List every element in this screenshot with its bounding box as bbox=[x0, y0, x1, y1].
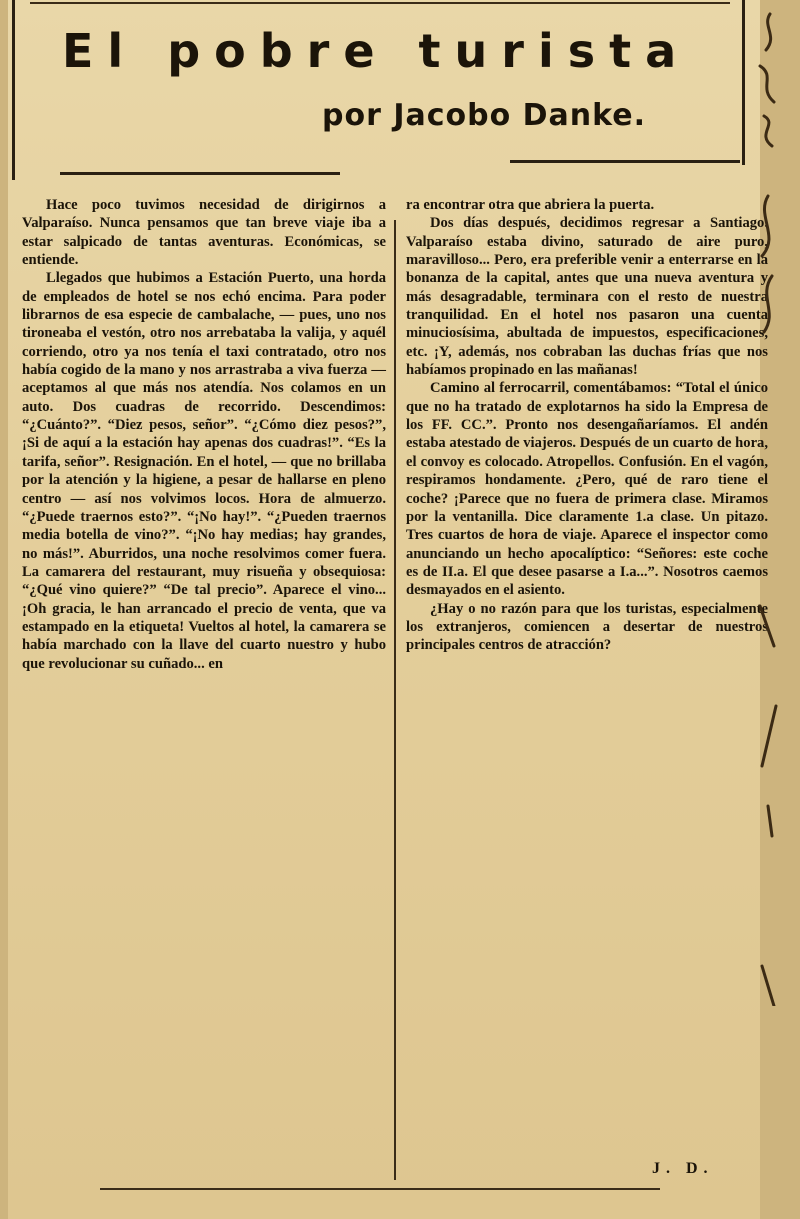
top-border-rule bbox=[30, 2, 730, 4]
paragraph: Dos días después, decidimos regresar a Santiago. Valparaíso estaba divino, saturado de aire puro, maravilloso... Pero, era preferible venir a enterrarse en la bonanza de la capital, antes que una nueva aventura y más desagradable, terminara con el resto de nuestra tranquilidad. En el hotel nos pasaron una cuenta minuciosísima, abultada de impuestos, especificaciones, etc. ¡Y, además, nos cobraban las duchas frías que nos habíamos propinado en las mañanas! bbox=[406, 215, 768, 379]
bottom-rule bbox=[100, 1188, 660, 1190]
title-underline-left bbox=[60, 172, 340, 175]
column-divider bbox=[394, 220, 396, 1180]
handwritten-annotation bbox=[748, 6, 788, 1006]
right-border-rule bbox=[742, 0, 745, 165]
title-underline-right bbox=[510, 160, 740, 163]
article-title: El pobre turista bbox=[62, 24, 691, 78]
article-byline: por Jacobo Danke. bbox=[322, 98, 647, 133]
article-column-left bbox=[22, 196, 386, 673]
author-initials: J. D. bbox=[652, 1160, 714, 1177]
paragraph: Camino al ferrocarril, comentábamos: “Total el único que no ha tratado de explotarnos ha sido la Empresa de los FF. CC.”. Pronto nos desengañaríamos. El andén estaba atestado de viajeros. Después de un cuarto de hora, el convoy es colocado. Atropellos. Confusión. En el vagón, respiramos hondamente. ¿Pero, qué de raro tiene el coche? ¡Parece que no fuera de primera clase. Miramos por la ventanilla. Dice claramente 1.a clase. Un pitazo. Tres cuartos de hora de viaje. Aparece el inspector como anunciando un hecho apocalíptico: “Señores: este coche es de II.a. El que desee pasarse a I.a...”. Nosotros caemos desmayados en el asiento. bbox=[406, 380, 768, 599]
article-column-right bbox=[406, 196, 768, 655]
left-border-rule bbox=[12, 0, 15, 180]
paragraph: ¿Hay o no razón para que los turistas, especialmente los extranjeros, comiencen a desertar de nuestros principales centros de atracción? bbox=[406, 600, 768, 654]
paragraph: ra encontrar otra que abriera la puerta. bbox=[406, 197, 655, 213]
paragraph: Llegados que hubimos a Estación Puerto, una horda de empleados de hotel se nos echó encima. Para poder librarnos de esa especie de cambalache, — pues, uno nos tironeaba el vestón, otro nos arrebataba la valija, y aquél corriendo, otro ya nos tenía el taxi contratado, otro nos había cogido de la mano y nos arrastraba a viva fuerza — aceptamos al que más nos atendía. Nos colamos en un auto. Dos cuadras de recorrido. Descendimos: “¿Cuánto?”. “Diez pesos, señor”. “¿Cómo diez pesos?”, ¡Si de aquí a la estación hay apenas dos cuadras!”. “Es la tarifa, señor”. Resignación. En el hotel, — que no brillaba por la atención y la higiene, a pesar de hallarse en pleno centro — así nos volvimos locos. Hora de almuerzo. “¿Puede traernos esto?”. “¡No hay!”. “¿Pueden traernos media botella de vino?”. “¡No hay medias; hay grandes, no más!”. Aburridos, una noche resolvimos comer fuera. La camarera del restaurant, muy risueña y obsequiosa: “¿Qué vino quiere?” “De tal precio”. Aparece el vino... ¡Oh gracia, le han arrancado el precio de venta, que va estampado en la etiqueta! Vueltos al hotel, la camarera se había marchado con la llave del cuarto nuestro y hubo que revolucionar su cuñado... en bbox=[22, 270, 386, 672]
paragraph: Hace poco tuvimos necesidad de dirigirnos a Valparaíso. Nunca pensamos que tan breve viaje iba a estar salpicado de tantas aventuras. Económicas, se entiende. bbox=[22, 197, 386, 269]
